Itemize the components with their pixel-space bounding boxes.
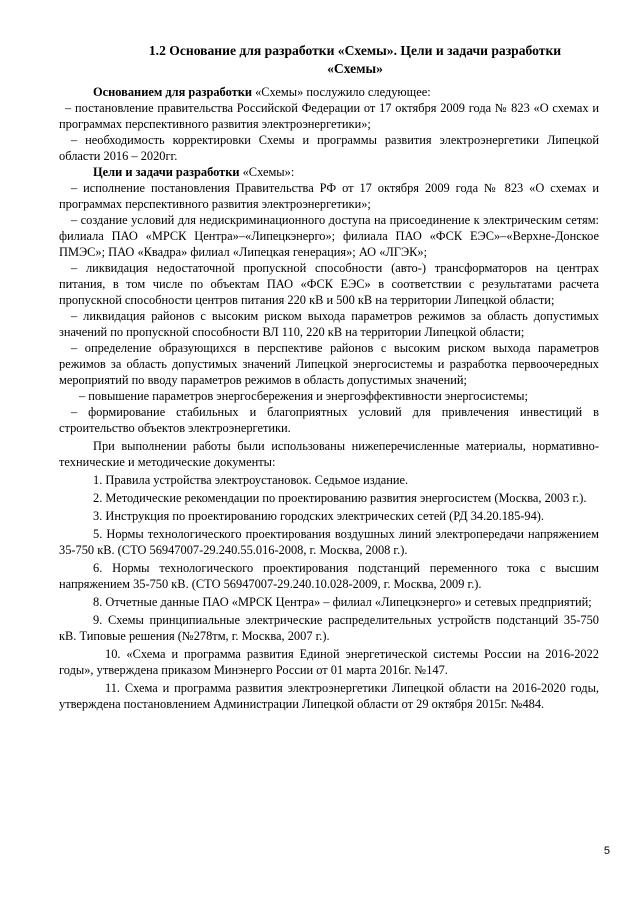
page-number: 5	[603, 845, 610, 857]
basis-item: – необходимость корректировки Схемы и программы развития электроэнергетики Липецкой области 2016 – 2020гг.	[59, 133, 599, 163]
document-body	[59, 84, 599, 712]
goals-lead-bold: Цели и задачи разработки	[93, 165, 240, 179]
goal-item: – ликвидация районов с высоким риском выхода параметров режимов за область допустимых значений по пропускной способности ВЛ 110, 220 кВ на территории Липецкой области;	[59, 309, 599, 339]
document-item: 5. Нормы технологического проектирования воздушных линий электропередачи напряжением 35-750 кВ. (СТО 56947007-29.240.55.016-2008, г. Москва, 2008 г.).	[59, 527, 599, 557]
goal-item: – исполнение постановления Правительства РФ от 17 октября 2009 года № 823 «О схемах и программах перспективного развития электроэнергетики»;	[59, 181, 599, 211]
goal-item: – ликвидация недостаточной пропускной способности (авто-) трансформаторов на центрах питания, в том числе по объектам ПАО «ФСК ЕЭС» в соответствии с результатами расчета пропускной способности центров питания 220 кВ и 500 кВ на территории Липецкой области;	[59, 261, 599, 307]
basis-item: – постановление правительства Российской Федерации от 17 октября 2009 года № 823 «О схемах и программах перспективного развития электроэнергетики»;	[59, 101, 599, 131]
document-item: 1. Правила устройства электроустановок. Седьмое издание.	[93, 473, 409, 487]
goal-item: – повышение параметров энергосбережения и энергоэффективности энергосистемы;	[79, 389, 528, 403]
document-item: 9. Схемы принципиальные электрические распределительных устройств подстанций 35-750 кВ. Типовые решения (№278тм, г. Москва, 2007 г.).	[59, 613, 599, 643]
section-heading	[120, 42, 590, 78]
document-item: 3. Инструкция по проектированию городских электрических сетей (РД 34.20.185-94).	[93, 509, 545, 523]
section-heading-line-2: «Схемы»	[327, 61, 383, 76]
document-item: 10. «Схема и программа развития Единой энергетической системы России на 2016-2022 годы», утверждена приказом Минэнерго России от 01 марта 2016г. №147.	[59, 647, 599, 677]
basis-lead	[59, 84, 599, 100]
document-item: 2. Методические рекомендации по проектированию развития энергосистем (Москва, 2003 г.).	[93, 491, 587, 505]
goal-item: – формирование стабильных и благоприятных условий для привлечения инвестиций в строительство объектов электроэнергетики.	[59, 405, 599, 435]
goal-item: – определение образующихся в перспективе районов с высоким риском выхода параметров режимов за область допустимых значений Липецкой энергосистемы и разработка первоочередных мероприятий по вводу параметров режимов в область допустимых значений;	[59, 341, 599, 387]
documents-intro: При выполнении работы были использованы нижеперечисленные материалы, нормативно-технические и методические документы:	[59, 439, 599, 469]
basis-lead-rest: «Схемы» послужило следующее:	[251, 85, 431, 99]
goals-lead-rest: «Схемы»:	[239, 165, 295, 179]
basis-lead-bold: Основанием для разработки	[93, 85, 252, 99]
goal-item: – создание условий для недискриминационного доступа на присоединение к электрическим сетям: филиала ПАО «МРСК Центра»–«Липецкэнерго»; филиала ПАО «ФСК ЕЭС»–«Верхне-Донское ПМЭС»; ПАО «Квадра» филиал «Липецкая генерация»; АО «ЛГЭК»;	[59, 213, 599, 259]
document-item: 6. Нормы технологического проектирования подстанций переменного тока с высшим напряжением 35-750 кВ. (СТО 56947007-29.240.10.028-2009, г. Москва, 2009 г.).	[59, 561, 599, 591]
document-item: 11. Схема и программа развития электроэнергетики Липецкой области на 2016-2020 годы, утверждена постановлением Администрации Липецкой области от 29 октября 2015г. №484.	[59, 681, 599, 711]
goals-lead	[59, 164, 599, 180]
document-item: 8. Отчетные данные ПАО «МРСК Центра» – филиал «Липецкэнерго» и сетевых предприятий;	[93, 595, 592, 609]
section-heading-line-1: 1.2 Основание для разработки «Схемы». Цели и задачи разработки	[148, 43, 562, 58]
